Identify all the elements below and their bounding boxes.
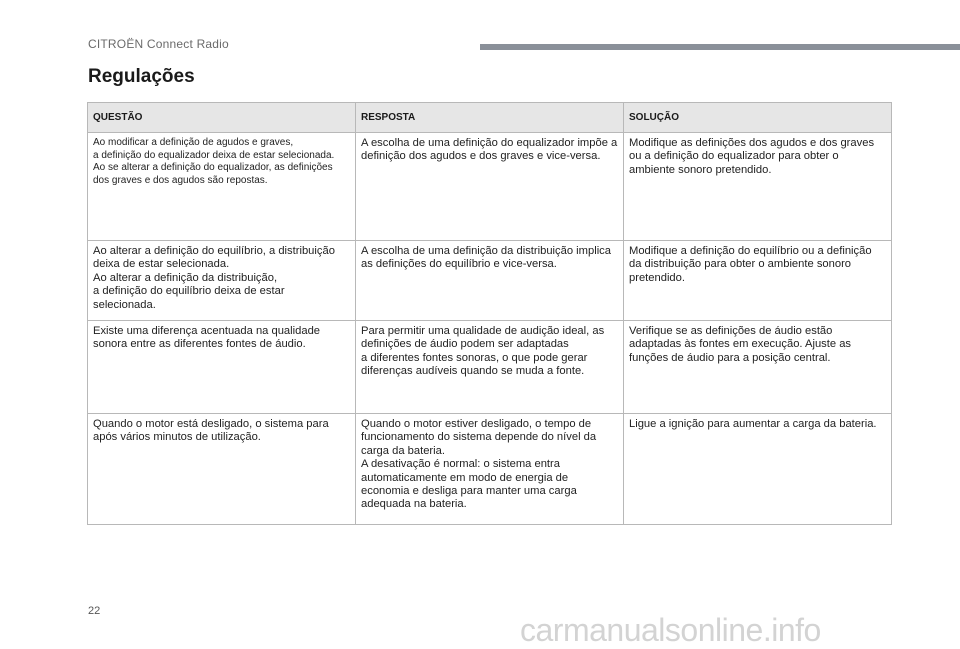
page-title: Regulações: [88, 66, 195, 87]
solution-cell: [624, 133, 892, 241]
answer-text: A escolha de uma definição da distribuição implica as definições do equilíbrio e vice-versa.: [361, 245, 611, 271]
table-header-row: [88, 103, 892, 133]
watermark: carmanualsonline.info: [520, 612, 821, 648]
brand-bar: [480, 44, 960, 50]
solution-text: Modifique a definição do equilíbrio ou a definição da distribuição para obter o ambiente sonoro pretendido.: [629, 245, 872, 284]
question-text: Ao modificar a definição de agudos e graves, a definição do equalizador deixa de estar selecionada. Ao se alterar a definição do equalizador, as definições dos graves e dos agudos são repostas.: [93, 137, 335, 186]
question-text: Quando o motor está desligado, o sistema para após vários minutos de utilização.: [93, 418, 329, 444]
question-cell: [88, 414, 356, 525]
table-row: [88, 414, 892, 525]
faq-table: [87, 102, 892, 525]
page-number: 22: [88, 605, 101, 617]
answer-cell: [356, 321, 624, 414]
brand-label: CITROËN Connect Radio: [88, 37, 229, 51]
question-cell: [88, 133, 356, 241]
solution-cell: [624, 321, 892, 414]
solution-text: Verifique se as definições de áudio estão adaptadas às fontes em execução. Ajuste as funções de áudio para a posição central.: [629, 325, 852, 364]
table-row: [88, 321, 892, 414]
question-text: Existe uma diferença acentuada na qualidade sonora entre as diferentes fontes de áudio.: [93, 325, 321, 351]
answer-cell: [356, 414, 624, 525]
column-header-question: QUESTÃO: [88, 103, 356, 133]
solution-cell: [624, 414, 892, 525]
table-row: [88, 133, 892, 241]
answer-cell: [356, 241, 624, 321]
column-header-solution: SOLUÇÃO: [624, 103, 892, 133]
answer-text: A escolha de uma definição do equalizador impõe a definição dos agudos e dos graves e vice-versa.: [361, 137, 618, 163]
question-cell: [88, 321, 356, 414]
column-header-answer: RESPOSTA: [356, 103, 624, 133]
answer-text: Para permitir uma qualidade de audição ideal, as definições de áudio podem ser adaptadas a diferentes fontes sonoras, o que pode gerar diferenças audíveis quando se muda a fonte.: [361, 325, 605, 378]
answer-text: Quando o motor estiver desligado, o tempo de funcionamento do sistema depende do nível da carga da bateria. A desativação é normal: o sistema entra automaticamente em modo de energia de economia e desliga para manter uma carga adequada na bateria.: [361, 418, 597, 511]
answer-cell: [356, 133, 624, 241]
table-row: [88, 241, 892, 321]
solution-text: Ligue a ignição para aumentar a carga da bateria.: [629, 418, 877, 430]
question-text: Ao alterar a definição do equilíbrio, a distribuição deixa de estar selecionada. Ao alterar a definição da distribuição, a definição do equilíbrio deixa de estar selecionada.: [93, 245, 335, 311]
solution-cell: [624, 241, 892, 321]
question-cell: [88, 241, 356, 321]
solution-text: Modifique as definições dos agudos e dos graves ou a definição do equalizador para obter o ambiente sonoro pretendido.: [629, 137, 875, 176]
